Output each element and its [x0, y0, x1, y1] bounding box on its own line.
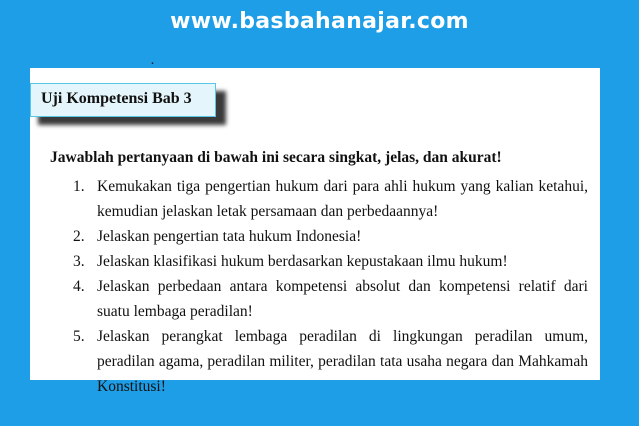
question-text: Jelaskan perangkat lembaga peradilan di lingkungan peradilan umum, peradilan agama, peradilan militer, peradilan tata usaha negara dan Mahkamah Konstitusi!	[97, 328, 588, 395]
instruction-text: Jawablah pertanyaan di bawah ini secara singkat, jelas, dan akurat!	[50, 149, 502, 166]
chapter-title: Uji Kompetensi Bab 3	[41, 90, 192, 107]
question-number: 3.	[73, 253, 85, 270]
question-text: Jelaskan perbedaan antara kompetensi absolut dan kompetensi relatif dari suatu lembaga peradilan!	[97, 278, 588, 320]
textbook-page	[30, 56, 600, 395]
question-text: Jelaskan klasifikasi hukum berdasarkan kepustakaan ilmu hukum!	[97, 253, 508, 270]
site-url-banner: www.basbahanajar.com	[170, 9, 469, 34]
question-item-3	[50, 249, 588, 274]
question-item-4	[50, 274, 588, 324]
question-item-1	[50, 174, 588, 224]
cropped-text-fragment: ·	[150, 56, 155, 72]
question-text: Jelaskan pengertian tata hukum Indonesia!	[97, 228, 362, 245]
question-item-2	[50, 224, 588, 249]
question-number: 5.	[73, 328, 85, 345]
question-list	[50, 174, 588, 399]
question-number: 4.	[73, 278, 85, 295]
question-text: Kemukakan tiga pengertian hukum dari para ahli hukum yang kalian ketahui, kemudian jelaskan letak persamaan dan perbedaannya!	[97, 178, 588, 220]
question-number: 2.	[73, 228, 85, 245]
chapter-title-box	[30, 83, 216, 117]
question-item-5	[50, 324, 588, 399]
question-number: 1.	[73, 178, 85, 195]
